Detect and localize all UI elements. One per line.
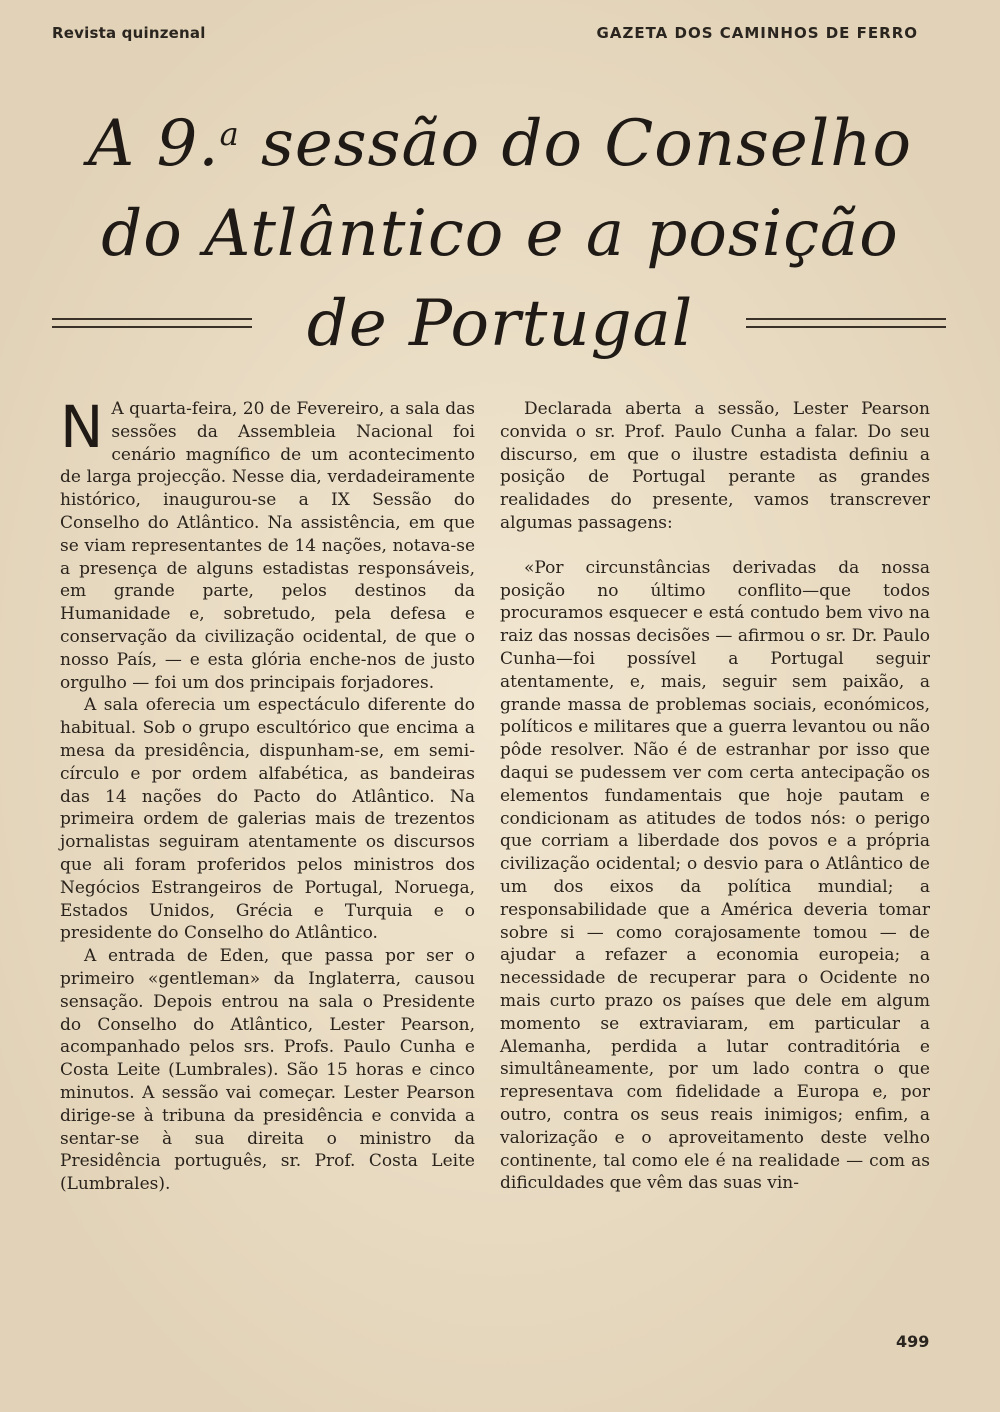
paragraph-text: A quarta-feira, 20 de Fevereiro, a sala das sessões da Assembleia Nacional foi cenário magnífico de um acontecimento de larga projecção. Nesse dia, verdadeiramente histórico, inaugurou-se a IX Sessão do Conselho do Atlântico. Na assistência, em que se viam representantes de 14 nações, notava-se a presença de alguns estadistas responsáveis, em grande parte, pelos destinos da Humanidade e, sobretudo, pela defesa e conservação da civilização ocidental, de que o nosso País, — e esta glória enche-nos de justo orgulho — foi um dos principais forjadores. <box>60 399 475 693</box>
drop-cap: N <box>60 393 104 461</box>
article-paragraph: Declarada aberta a sessão, Lester Pearson convida o sr. Prof. Paulo Cunha a falar. Do seu discurso, em que o ilustre estadista definiu a posição de Portugal perante as grandes realidades do presente, vamos transcrever algumas passagens: <box>500 399 930 533</box>
running-header-right: GAZETA DOS CAMINHOS DE FERRO <box>596 24 918 42</box>
title-line-1 <box>40 108 960 180</box>
title-line-2: do Atlântico e a posição <box>101 197 899 271</box>
article-paragraph <box>60 393 475 694</box>
title-rule-right <box>746 318 946 328</box>
article-paragraph: A entrada de Eden, que passa por ser o primeiro «gentleman» da Inglaterra, causou sensação. Depois entrou na sala o Presidente do Conselho do Atlântico, Lester Pearson, acompanhado pelos srs. Profs. Paulo Cunha e Costa Leite (Lumbrales). São 15 horas e cinco minutos. A sessão vai começar. Lester Pearson dirige-se à tribuna da presidência e convida a sentar-se à sua direita o ministro da Presidência português, sr. Prof. Costa Leite (Lumbrales). <box>60 946 475 1195</box>
article-column-right <box>500 398 930 1195</box>
title-ordinal-superscript: a <box>219 115 240 153</box>
quoted-speech-paragraph: «Por circunstâncias derivadas da nossa posição no último conflito—que todos procuramos esquecer e está contudo bem vivo na raiz das nossas decisões — afirmou o sr. Dr. Paulo Cunha—foi possível a Portugal seguir atentamente, e, mais, seguir sem paixão, a grande massa de problemas sociais, económicos, políticos e militares que a guerra levantou ou não pôde resolver. Não é de estranhar por isso que daqui se pudessem ver com certa antecipação os elementos fundamentais que hoje pautam e condicionam as atitudes de todos nós: o perigo que corriam a liberdade dos povos e a própria civilização ocidental; o desvio para o Atlântico de um dos eixos da política mundial; a responsabilidade que a América deveria tomar sobre si — como corajosamente tomou — de ajudar a refazer a economia europeia; a necessidade de recuperar para o Ocidente no mais curto prazo os países que dele em algum momento se extraviaram, em particular a Alemanha, perdida a lutar contraditória e simultâneamente, por um lado contra o que representava com fidelidade a Europa e, por outro, contra os seus reais inimigos; enfim, a valorização e o aproveitamento deste velho continente, tal como ele é na realidade — com as dificuldades que vêm das suas vin- <box>500 557 930 1194</box>
article-paragraph: A sala oferecia um espectáculo diferente do habitual. Sob o grupo escultórico que encima a mesa da presidência, dispunham-se, em semi-círculo e por ordem alfabética, as bandeiras das 14 nações do Pacto do Atlântico. Na primeira ordem de galerias mais de trezentos jornalistas seguiram atentamente os discursos que ali foram proferidos pelos ministros dos Negócios Estrangeiros de Portugal, Noruega, Estados Unidos, Grécia e Turquia e o presidente do Conselho do Atlântico. <box>60 695 475 944</box>
title-line-1-start: A 9. <box>88 107 220 181</box>
article-column-left <box>60 393 475 1196</box>
page-number: 499 <box>896 1332 930 1351</box>
running-header-left: Revista quinzenal <box>52 24 206 42</box>
title-line-3: de Portugal <box>306 287 694 361</box>
title-rule-left <box>52 318 252 328</box>
title-line-1-end: sessão do Conselho <box>239 107 912 181</box>
paragraph-gap <box>500 535 930 557</box>
